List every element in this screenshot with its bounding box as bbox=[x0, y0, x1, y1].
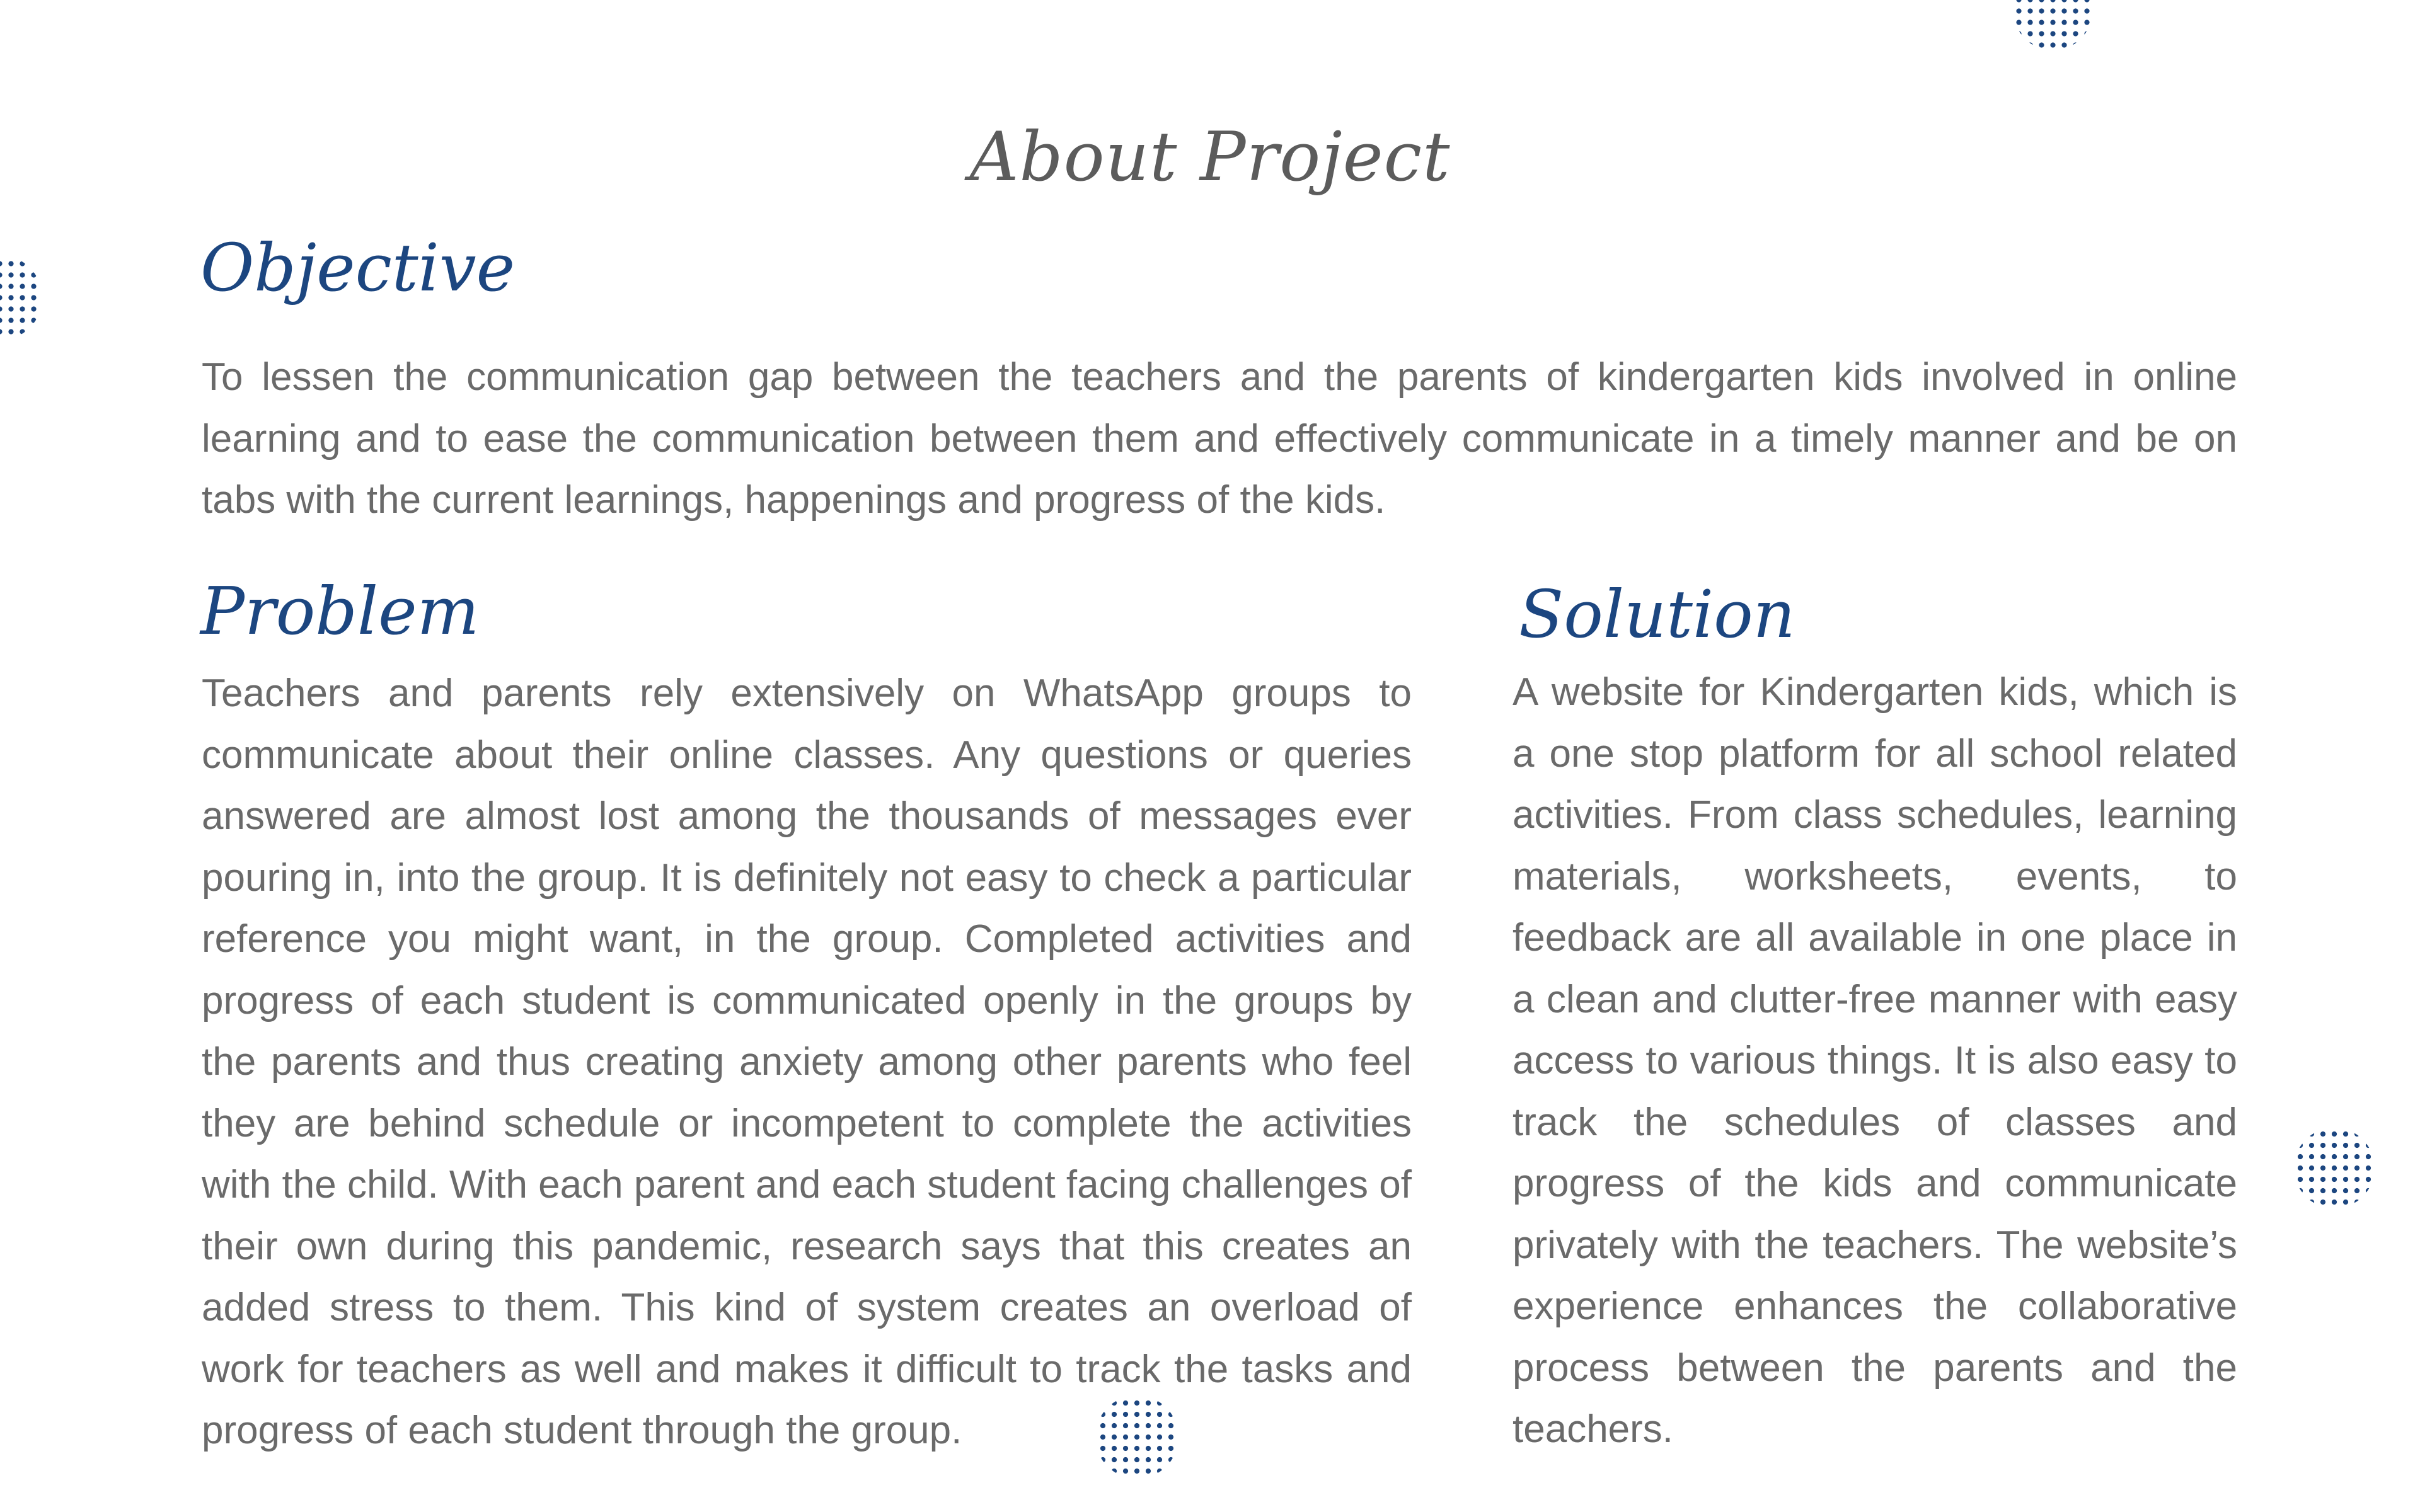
solution-text: A website for Kindergarten kids, which is a one stop platform for all school related activities. From class schedules, learning materials, worksheets, events, to feedback are all available in one place in a clean and clutter-free manner with easy access to various things. It is also easy to track the schedules of classes and progress of the kids and communicate privately with the teachers. The website’s experience enhances the collaborative process between the parents and the teachers. bbox=[1512, 670, 2237, 1451]
page-title: About Project bbox=[969, 118, 1451, 197]
solution-heading: Solution bbox=[1519, 576, 1795, 653]
decorative-dot-pattern-left bbox=[0, 255, 42, 340]
decorative-dot-pattern-top bbox=[2014, 0, 2092, 50]
objective-text: To lessen the communication gap between the teachers and the parents of kindergarten kids involved in online learning and to ease the communication between them and effectively communicate in a timely manner and be on tabs with the current learnings, happenings and progress of the kids. bbox=[202, 355, 2237, 522]
problem-text: Teachers and parents rely extensively on WhatsApp groups to communicate about their online classes. Any questions or queries answered are almost lost among the thousands of messages ever pouring in, into the group. It is definitely not easy to check a particular reference you might want, in the group. Completed activities and progress of each student is communicated openly in the groups by the parents and thus creating anxiety among other parents who feel they are behind schedule or incompetent to complete the activities with the child. With each parent and each student facing challenges of their own during this pandemic, research says that this creates an added stress to them. This kind of system creates an overload of work for teachers as well and makes it difficult to track the tasks and progress of each student through the group. bbox=[202, 672, 1412, 1452]
objective-heading: Objective bbox=[200, 229, 516, 306]
decorative-dot-pattern-right bbox=[2294, 1128, 2375, 1208]
problem-heading: Problem bbox=[200, 573, 480, 650]
